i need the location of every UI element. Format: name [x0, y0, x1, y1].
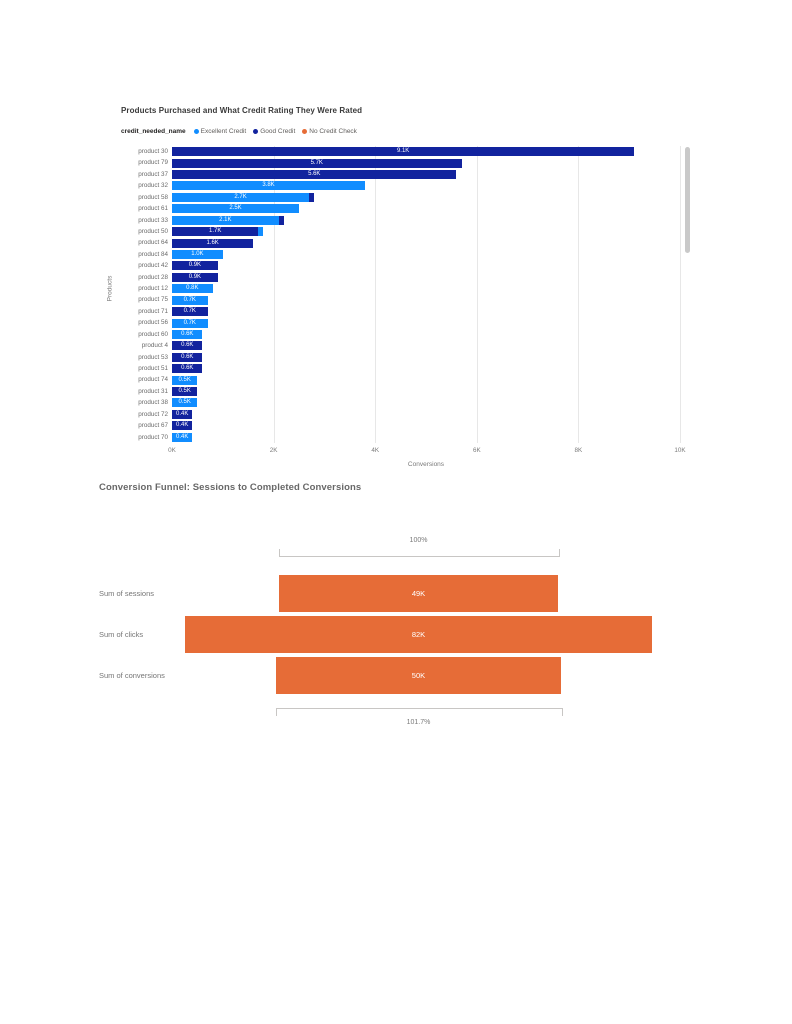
x-tick-label: 10K — [674, 447, 686, 454]
legend-dot-icon — [253, 129, 258, 134]
bar-value-label: 0.7K — [183, 319, 196, 326]
funnel-step-label: Sum of sessions — [99, 589, 155, 598]
bar-product-53[interactable] — [172, 353, 202, 362]
category-label: product 37 — [138, 170, 168, 178]
bar-segment-secondary[interactable] — [309, 193, 314, 202]
gridline — [477, 146, 478, 443]
category-label: product 28 — [138, 273, 168, 281]
category-label: product 84 — [138, 250, 168, 258]
bar-segment[interactable] — [172, 227, 258, 236]
category-label: product 79 — [138, 159, 168, 167]
category-label: product 53 — [138, 353, 168, 361]
x-tick-label: 2K — [269, 447, 278, 454]
bar-segment[interactable] — [172, 296, 208, 305]
bar-segment[interactable] — [172, 181, 365, 190]
bar-value-label: 0.7K — [183, 308, 196, 315]
bar-segment[interactable] — [172, 421, 192, 430]
bar-segment[interactable] — [172, 353, 202, 362]
bar-product-71[interactable] — [172, 307, 208, 316]
funnel-bar-sum-of-conversions[interactable] — [276, 657, 561, 694]
bar-value-label: 0.6K — [181, 342, 194, 349]
bar-value-label: 1.0K — [191, 250, 204, 257]
bar-segment[interactable] — [172, 250, 223, 259]
bar-product-61[interactable] — [172, 204, 299, 213]
bar-product-30[interactable] — [172, 147, 634, 156]
funnel-bar-value: 82K — [411, 630, 426, 639]
bar-chart-title: Products Purchased and What Credit Rating They Were Rated — [121, 106, 363, 115]
x-tick-label: 4K — [371, 447, 380, 454]
bar-product-56[interactable] — [172, 319, 208, 328]
category-label: product 33 — [138, 216, 168, 224]
legend-item-no-credit-check[interactable] — [302, 128, 357, 135]
bar-segment[interactable] — [172, 261, 218, 270]
bar-value-label: 5.7K — [310, 159, 323, 166]
gridline — [375, 146, 376, 443]
bar-value-label: 0.9K — [188, 262, 202, 269]
bar-segment[interactable] — [172, 147, 634, 156]
bar-value-label: 2.1K — [219, 216, 232, 223]
category-label: product 51 — [138, 364, 168, 372]
bar-segment[interactable] — [172, 319, 208, 328]
bar-value-label: 0.5K — [178, 399, 191, 406]
bar-value-label: 0.6K — [181, 365, 194, 372]
funnel-bar-value: 49K — [411, 589, 426, 598]
x-tick-label: 8K — [574, 447, 583, 454]
bar-segment[interactable] — [172, 307, 208, 316]
bar-value-label: 0.4K — [175, 422, 189, 429]
bar-segment[interactable] — [172, 239, 253, 248]
gridline — [578, 146, 579, 443]
bar-segment[interactable] — [172, 273, 218, 282]
bar-segment[interactable] — [172, 204, 299, 213]
category-label: product 61 — [138, 205, 168, 213]
bar-segment[interactable] — [172, 387, 197, 396]
bar-value-label: 1.7K — [209, 228, 222, 235]
legend-item-label: No Credit Check — [309, 127, 357, 135]
gridline — [680, 146, 681, 443]
bar-value-label: 9.1K — [396, 148, 410, 155]
bar-product-79[interactable] — [172, 159, 462, 168]
bar-product-70[interactable] — [172, 433, 192, 442]
bar-segment[interactable] — [172, 433, 192, 442]
legend-item-good-credit[interactable] — [253, 128, 295, 135]
bar-segment[interactable] — [172, 284, 213, 293]
bar-value-label: 0.5K — [178, 388, 191, 395]
bar-product-12[interactable] — [172, 284, 213, 293]
bar-product-58[interactable] — [172, 193, 314, 202]
legend-title: credit_needed_name — [121, 127, 186, 135]
bar-product-75[interactable] — [172, 296, 208, 305]
x-tick-label: 6K — [472, 447, 481, 454]
bar-product-28[interactable] — [172, 273, 218, 282]
category-label: product 42 — [138, 262, 168, 270]
legend-item-label: Good Credit — [260, 127, 296, 135]
category-label: product 4 — [141, 342, 168, 350]
bar-value-label: 5.6K — [308, 171, 321, 178]
bar-segment[interactable] — [172, 398, 197, 407]
bar-product-50[interactable] — [172, 227, 263, 236]
bar-segment-secondary[interactable] — [258, 227, 263, 236]
funnel-step-label: Sum of conversions — [99, 671, 165, 680]
bar-value-label: 3.8K — [262, 182, 275, 189]
bar-product-31[interactable] — [172, 387, 197, 396]
x-tick-label: 0K — [168, 447, 176, 454]
category-label: product 12 — [138, 285, 168, 293]
funnel-bar-sum-of-sessions[interactable] — [279, 575, 558, 612]
category-label: product 58 — [138, 193, 168, 201]
category-label: product 60 — [138, 330, 168, 338]
category-label: product 67 — [138, 422, 168, 430]
bar-segment[interactable] — [172, 170, 456, 179]
bar-segment[interactable] — [172, 376, 197, 385]
category-label: product 64 — [138, 239, 168, 247]
bar-segment[interactable] — [172, 410, 192, 419]
bar-value-label: 0.6K — [181, 353, 194, 360]
legend-dot-icon — [302, 129, 307, 134]
bar-product-38[interactable] — [172, 398, 197, 407]
x-axis-title: Conversions — [407, 461, 445, 468]
bar-segment-secondary[interactable] — [279, 216, 284, 225]
bar-product-51[interactable] — [172, 364, 202, 373]
bar-product-37[interactable] — [172, 170, 456, 179]
category-label: product 56 — [138, 319, 168, 327]
gridline — [274, 146, 275, 443]
funnel-step-label: Sum of clicks — [99, 630, 144, 639]
legend-item-excellent-credit[interactable] — [194, 128, 247, 135]
bar-value-label: 0.4K — [175, 410, 189, 417]
legend-item-label: Excellent Credit — [200, 127, 247, 135]
bar-product-33[interactable] — [172, 216, 284, 225]
bar-segment[interactable] — [172, 216, 279, 225]
bar-value-label: 0.8K — [186, 285, 199, 292]
funnel-bottom-bracket — [276, 708, 563, 716]
category-label: product 74 — [138, 376, 168, 384]
bar-value-label: 2.7K — [234, 193, 247, 200]
bar-value-label: 1.6K — [206, 239, 219, 246]
bar-product-84[interactable] — [172, 250, 223, 259]
bar-segment[interactable] — [172, 330, 202, 339]
bar-value-label: 2.5K — [229, 205, 242, 212]
bar-product-60[interactable] — [172, 330, 202, 339]
bar-value-label: 0.5K — [178, 376, 191, 383]
category-label: product 31 — [138, 387, 168, 395]
bar-product-4[interactable] — [172, 341, 202, 350]
funnel-top-percentage: 100% — [409, 537, 428, 544]
bar-product-64[interactable] — [172, 239, 253, 248]
funnel-chart-title: Conversion Funnel: Sessions to Completed Conversions — [99, 482, 362, 493]
chart-scrollbar-thumb[interactable] — [685, 147, 690, 253]
category-label: product 71 — [138, 307, 168, 315]
bar-value-label: 0.7K — [183, 296, 196, 303]
bar-segment[interactable] — [172, 364, 202, 373]
bar-chart-legend — [121, 126, 357, 136]
bar-segment[interactable] — [172, 159, 462, 168]
category-label: product 72 — [138, 410, 168, 418]
category-label: product 70 — [138, 433, 168, 441]
category-label: product 32 — [138, 182, 168, 190]
funnel-top-bracket — [279, 549, 560, 557]
funnel-bottom-percentage: 101.7% — [406, 719, 431, 726]
bar-value-label: 0.6K — [181, 330, 194, 337]
legend-dot-icon — [194, 129, 199, 134]
bar-product-72[interactable] — [172, 410, 192, 419]
bar-value-label: 0.9K — [188, 273, 202, 280]
bar-segment[interactable] — [172, 341, 202, 350]
funnel-bar-value: 50K — [411, 671, 426, 680]
category-label: product 50 — [138, 227, 168, 235]
bar-product-74[interactable] — [172, 376, 197, 385]
bar-product-32[interactable] — [172, 181, 365, 190]
bar-product-42[interactable] — [172, 261, 218, 270]
bar-segment[interactable] — [172, 193, 309, 202]
bar-product-67[interactable] — [172, 421, 192, 430]
category-label: product 75 — [138, 296, 168, 304]
category-label: product 30 — [138, 148, 168, 155]
bar-value-label: 0.4K — [175, 433, 189, 440]
funnel-bar-sum-of-clicks[interactable] — [185, 616, 652, 653]
category-label: product 38 — [138, 399, 168, 407]
y-axis-title: Products — [106, 275, 114, 302]
